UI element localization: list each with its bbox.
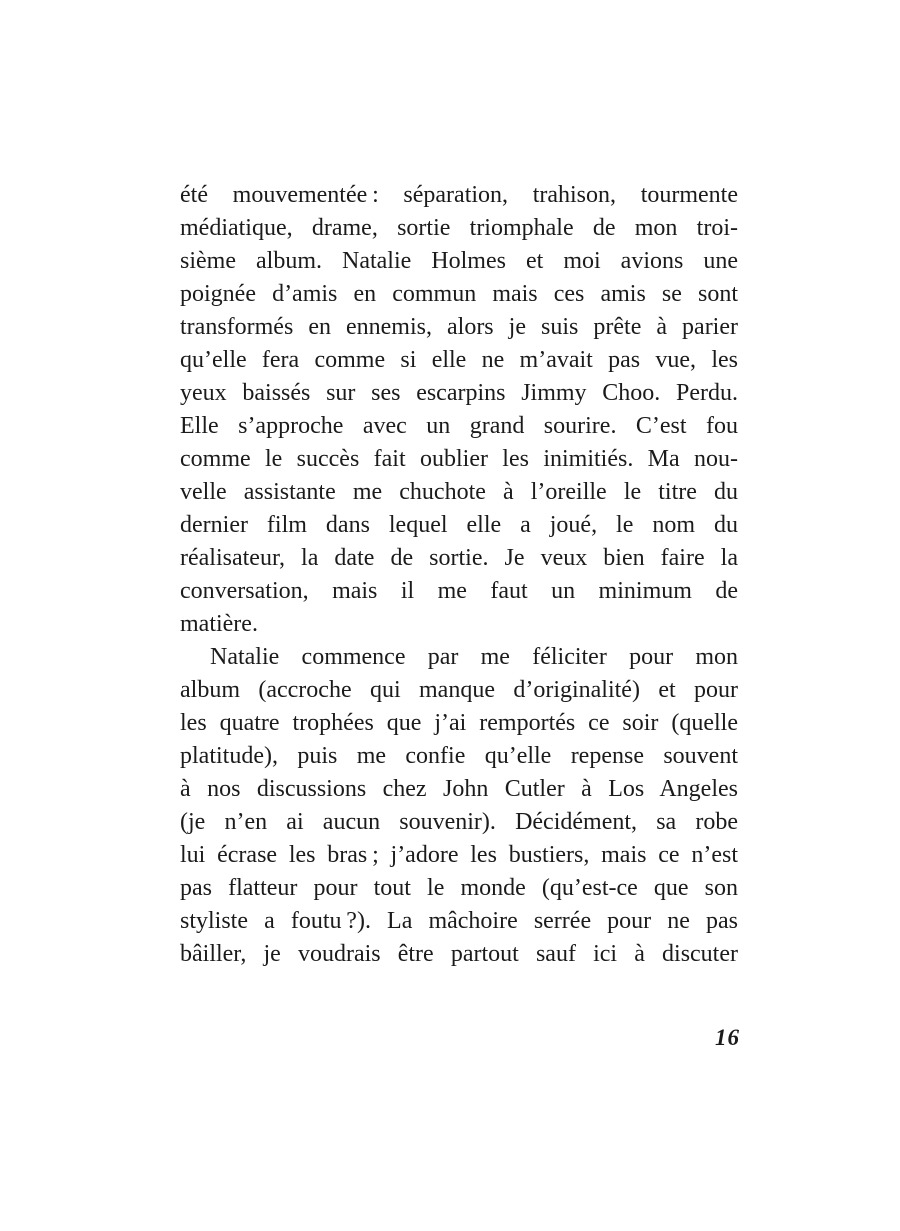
text-line: à nos discussions chez John Cutler à Los Angeles [180,776,738,802]
text-line: transformés en ennemis, alors je suis prête à parier [180,314,738,340]
text-line: été mouvementée : séparation, trahison, tourmente [180,182,738,208]
text-line: Natalie commence par me féliciter pour mon [210,644,738,670]
text-line: lui écrase les bras ; j’adore les bustiers, mais ce n’est [180,842,738,868]
text-line: sième album. Natalie Holmes et moi avions une [180,248,738,274]
text-line: pas flatteur pour tout le monde (qu’est-ce que son [180,875,738,901]
text-line: les quatre trophées que j’ai remportés ce soir (quelle [180,710,738,736]
text-line: qu’elle fera comme si elle ne m’avait pas vue, les [180,347,738,373]
text-line: bâiller, je voudrais être partout sauf ici à discuter [180,941,738,967]
text-line: comme le succès fait oublier les inimitiés. Ma nou- [180,446,738,472]
text-line: styliste a foutu ?). La mâchoire serrée pour ne pas [180,908,738,934]
text-line: réalisateur, la date de sortie. Je veux bien faire la [180,545,738,571]
text-line: dernier film dans lequel elle a joué, le nom du [180,512,738,538]
text-line: velle assistante me chuchote à l’oreille le titre du [180,479,738,505]
text-line: (je n’en ai aucun souvenir). Décidément, sa robe [180,809,738,835]
text-line: matière. [180,611,258,637]
text-line: poignée d’amis en commun mais ces amis se sont [180,281,738,307]
text-block [180,179,738,971]
text-line: conversation, mais il me faut un minimum de [180,578,738,604]
text-line: médiatique, drame, sortie triomphale de mon troi- [180,215,738,241]
text-line: Elle s’approche avec un grand sourire. C’est fou [180,413,738,439]
text-line: album (accroche qui manque d’originalité) et pour [180,677,738,703]
text-line: yeux baissés sur ses escarpins Jimmy Choo. Perdu. [180,380,738,406]
text-line: platitude), puis me confie qu’elle repense souvent [180,743,738,769]
page-number: 16 [715,1025,740,1050]
